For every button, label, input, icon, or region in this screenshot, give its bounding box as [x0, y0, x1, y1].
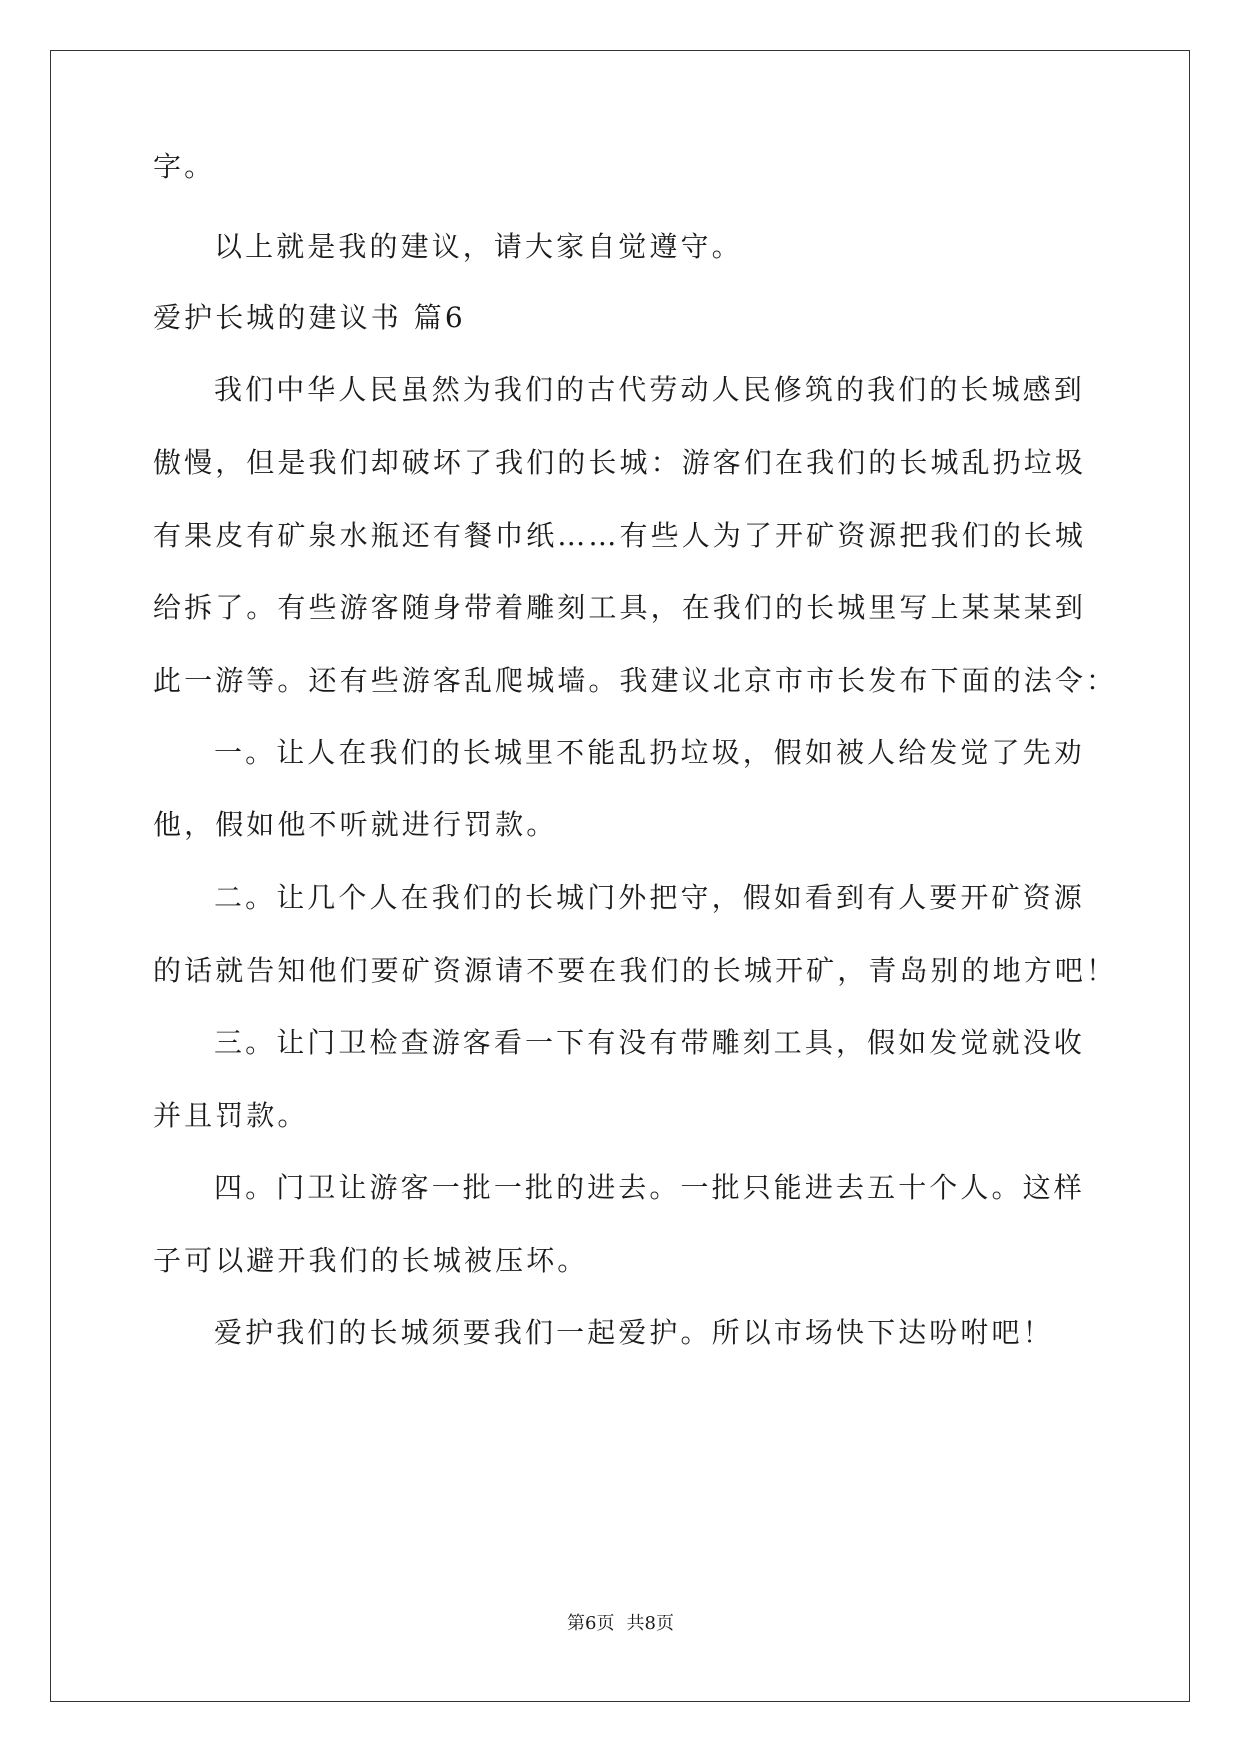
text-line: 的话就告知他们要矿资源请不要在我们的长城开矿，青岛别的地方吧！ [153, 954, 1118, 987]
text-line: 此一游等。还有些游客乱爬城墙。我建议北京市市长发布下面的法令： [153, 664, 1118, 697]
section-heading: 爱护长城的建议书 篇6 [153, 301, 466, 334]
text-line: 三。让门卫检查游客看一下有没有带雕刻工具，假如发觉就没收 [214, 1026, 1085, 1059]
text-line: 有果皮有矿泉水瓶还有餐巾纸……有些人为了开矿资源把我们的长城 [153, 519, 1087, 552]
page-total: 共8页 [626, 1613, 674, 1634]
text-line: 以上就是我的建议，请大家自觉遵守。 [214, 230, 743, 263]
text-line: 字。 [153, 150, 216, 183]
text-line: 他，假如他不听就进行罚款。 [153, 808, 558, 841]
text-line: 爱护我们的长城须要我们一起爱护。所以市场快下达吩咐吧！ [214, 1316, 1054, 1349]
text-line: 傲慢，但是我们却破坏了我们的长城：游客们在我们的长城乱扔垃圾 [153, 446, 1087, 479]
page-footer [0, 1612, 1241, 1636]
text-line: 并且罚款。 [153, 1099, 309, 1132]
text-line: 子可以避开我们的长城被压坏。 [153, 1244, 589, 1277]
text-line: 给拆了。有些游客随身带着雕刻工具，在我们的长城里写上某某某到 [153, 591, 1087, 624]
text-line: 二。让几个人在我们的长城门外把守，假如看到有人要开矿资源 [214, 881, 1085, 914]
text-line: 一。让人在我们的长城里不能乱扔垃圾，假如被人给发觉了先劝 [214, 736, 1085, 769]
page-number: 第6页 [567, 1613, 615, 1634]
text-line: 四。门卫让游客一批一批的进去。一批只能进去五十个人。这样 [214, 1171, 1085, 1204]
text-line: 我们中华人民虽然为我们的古代劳动人民修筑的我们的长城感到 [214, 373, 1085, 406]
